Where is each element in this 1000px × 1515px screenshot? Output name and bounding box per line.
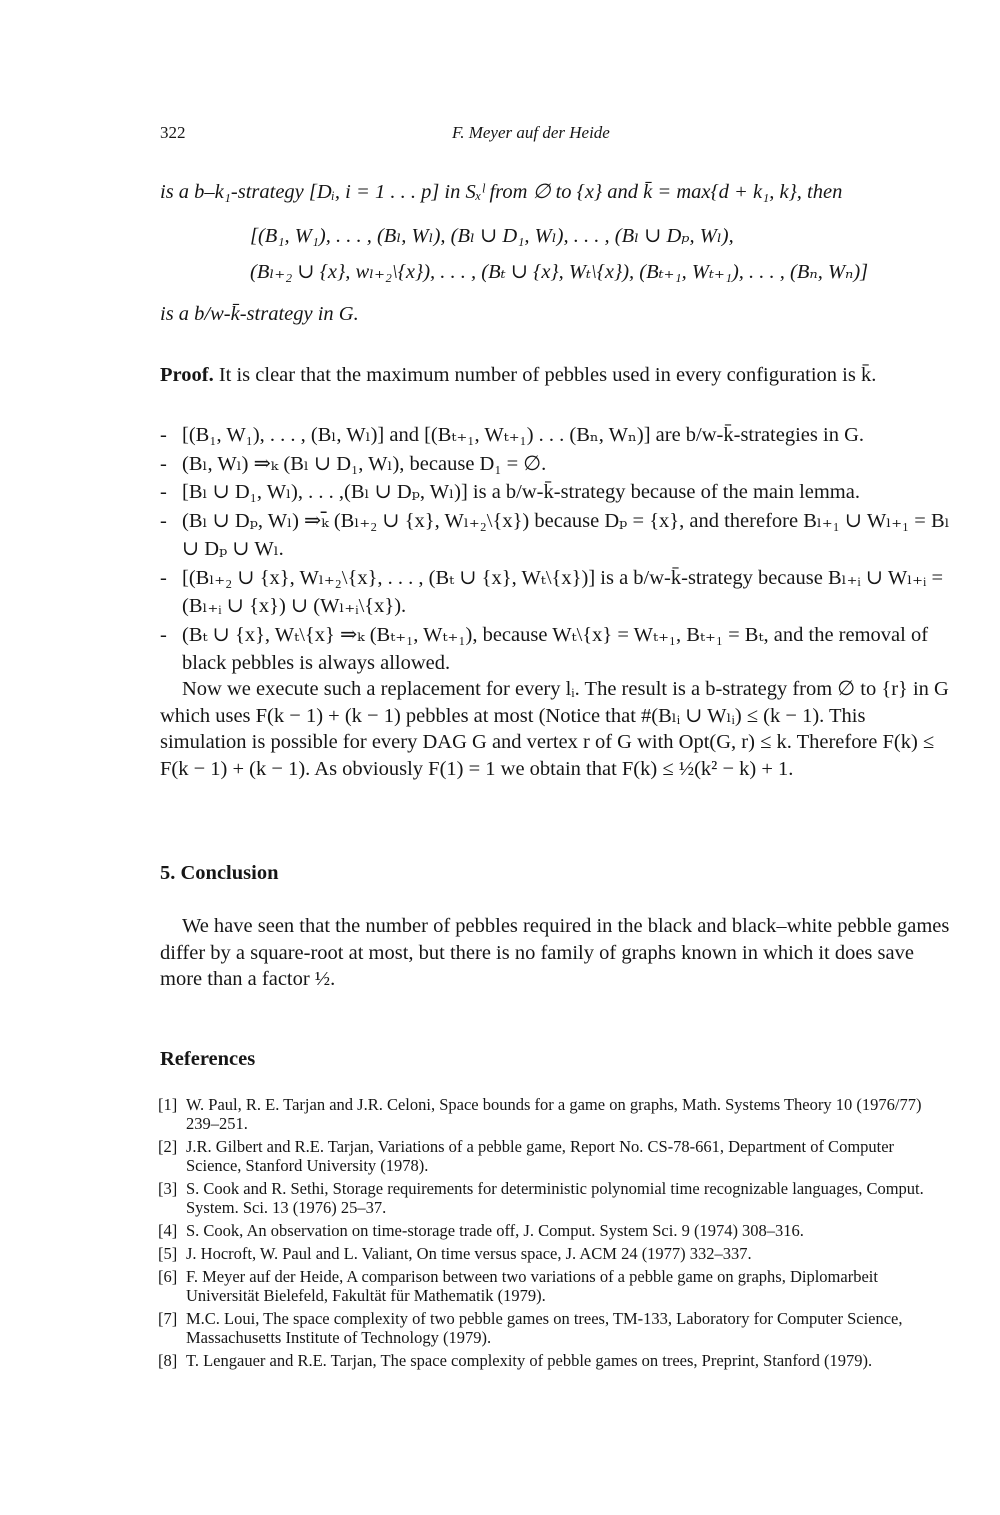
page-number: 322 [160, 123, 186, 142]
dash: - [160, 509, 167, 532]
lemma-line-3: (Bₗ₊₂ ∪ {x}, wₗ₊₂\{x}), . . . , (Bₜ ∪ {x}, Wₜ\{x}), (Bₜ₊₁, Wₜ₊₁), . . . , (Bₙ, Wₙ)] [250, 261, 869, 283]
proof-steps [160, 421, 952, 678]
dash: - [160, 481, 167, 503]
reference-number: [3] [158, 1179, 178, 1198]
reference-item [158, 1267, 950, 1305]
reference-number: [8] [158, 1351, 178, 1370]
reference-item [158, 1309, 950, 1347]
conclusion-paragraph [160, 913, 952, 993]
reference-item [158, 1179, 950, 1217]
proof-step-text: (Bₗ, Wₗ) ⇒ₖ (Bₗ ∪ D₁, Wₗ), because D₁ = ∅. [182, 452, 547, 475]
reference-text: W. Paul, R. E. Tarjan and J.R. Celoni, Space bounds for a game on graphs, Math. Systems Theory 10 (1976/77) 239–251. [186, 1095, 922, 1133]
proof-step [160, 421, 952, 450]
dash: - [160, 452, 167, 475]
proof-step-text: [(B₁, W₁), . . . , (Bₗ, Wₗ)] and [(Bₜ₊₁, Wₜ₊₁) . . . (Bₙ, Wₙ)] are b/w-k̄-strategies in G. [182, 424, 864, 446]
dash: - [160, 566, 167, 589]
reference-text: S. Cook and R. Sethi, Storage requirements for deterministic polynomial time recognizable languages, Comput. System. Sci. 13 (1976) 25–37. [186, 1179, 924, 1217]
reference-text: M.C. Loui, The space complexity of two pebble games on trees, TM-133, Laboratory for Computer Science, Massachusetts Institute of Technology (1979). [186, 1309, 903, 1347]
reference-number: [4] [158, 1221, 178, 1240]
dash: - [160, 623, 167, 646]
reference-number: [6] [158, 1267, 178, 1286]
reference-number: [1] [158, 1095, 178, 1114]
proof-step [160, 507, 952, 564]
reference-item [158, 1137, 950, 1175]
reference-text: J.R. Gilbert and R.E. Tarjan, Variations of a pebble game, Report No. CS-78-661, Department of Computer Science, Stanford University (1978). [186, 1137, 895, 1175]
reference-text: S. Cook, An observation on time-storage trade off, J. Comput. System Sci. 9 (1974) 308–316. [186, 1221, 804, 1240]
conclusion-text: We have seen that the number of pebbles required in the black and black–white pebble games differ by a square-root at most, but there is no family of graphs known in which it does save more than a factor ½. [160, 915, 950, 990]
lemma-line-1: is a b–k₁-strategy [Dᵢ, i = 1 . . . p] in Sₓˡ from ∅ to {x} and k̄ = max{d + k₁, k}, then [160, 181, 843, 203]
reference-text: J. Hocroft, W. Paul and L. Valiant, On time versus space, J. ACM 24 (1977) 332–337. [186, 1244, 752, 1263]
proof-intro-text: It is clear that the maximum number of pebbles used in every configuration is k̄. [218, 364, 877, 386]
section-heading-references: References [160, 1048, 256, 1070]
reference-item [158, 1221, 950, 1240]
proof-step [160, 564, 952, 621]
reference-text: T. Lengauer and R.E. Tarjan, The space complexity of pebble games on trees, Preprint, Stanford (1979). [186, 1351, 873, 1370]
reference-item [158, 1095, 950, 1133]
reference-number: [2] [158, 1137, 178, 1156]
reference-item [158, 1244, 950, 1263]
lemma-line-2: [(B₁, W₁), . . . , (Bₗ, Wₗ), (Bₗ ∪ D₁, Wₗ), . . . , (Bₗ ∪ Dₚ, Wₗ), [250, 225, 734, 247]
dash: - [160, 424, 167, 446]
proof-step [160, 478, 952, 507]
lemma-line-4: is a b/w-k̄-strategy in G. [160, 303, 359, 325]
reference-number: [7] [158, 1309, 178, 1328]
proof-intro [160, 362, 952, 389]
proof-label: Proof. [160, 364, 214, 386]
proof-conclusion [160, 676, 952, 782]
proof-step [160, 450, 952, 479]
reference-list [158, 1095, 950, 1374]
reference-number: [5] [158, 1244, 178, 1263]
proof-step-text: [Bₗ ∪ D₁, Wₗ), . . . ,(Bₗ ∪ Dₚ, Wₗ)] is a b/w-k̄-strategy because of the main lemma. [182, 481, 860, 503]
reference-text: F. Meyer auf der Heide, A comparison between two variations of a pebble game on graphs, Diplomarbeit Universität Bielefeld, Fakultät für Mathematik (1979). [186, 1267, 878, 1305]
section-heading-conclusion: 5. Conclusion [160, 862, 279, 884]
proof-step-text: (Bₜ ∪ {x}, Wₜ\{x} ⇒ₖ (Bₜ₊₁, Wₜ₊₁), because Wₜ\{x} = Wₜ₊₁, Bₜ₊₁ = Bₜ, and the removal of black pebbles is always allowed. [182, 623, 929, 674]
reference-item [158, 1351, 950, 1370]
running-head: F. Meyer auf der Heide [452, 123, 610, 142]
proof-step [160, 621, 952, 678]
proof-step-text: [(Bₗ₊₂ ∪ {x}, Wₗ₊₂\{x}, . . . , (Bₜ ∪ {x}, Wₜ\{x})] is a b/w-k̄-strategy because Bₗ₊ᵢ ∪ Wₗ₊ᵢ = (Bₗ₊ᵢ ∪ {x}) ∪ (Wₗ₊ᵢ\{x}). [182, 566, 944, 617]
proof-step-text: (Bₗ ∪ Dₚ, Wₗ) ⇒ₖ̄ (Bₗ₊₂ ∪ {x}, Wₗ₊₂\{x}) because Dₚ = {x}, and therefore Bₗ₊₁ ∪ Wₗ₊₁ = Bₗ ∪ Dₚ ∪ Wₗ. [182, 509, 950, 560]
proof-conclusion-text: Now we execute such a replacement for every lᵢ. The result is a b-strategy from ∅ to {r} in G which uses F(k − 1) + (k − 1) pebbles at most (Notice that #(Bₗᵢ ∪ Wₗᵢ) ≤ (k − 1). This simulation is possible for every DAG G and vertex r of G with Opt(G, r) ≤ k. Therefore F(k) ≤ F(k − 1) + (k − 1). As obviously F(1) = 1 we obtain that F(k) ≤ ½(k² − k) + 1. [160, 678, 949, 780]
